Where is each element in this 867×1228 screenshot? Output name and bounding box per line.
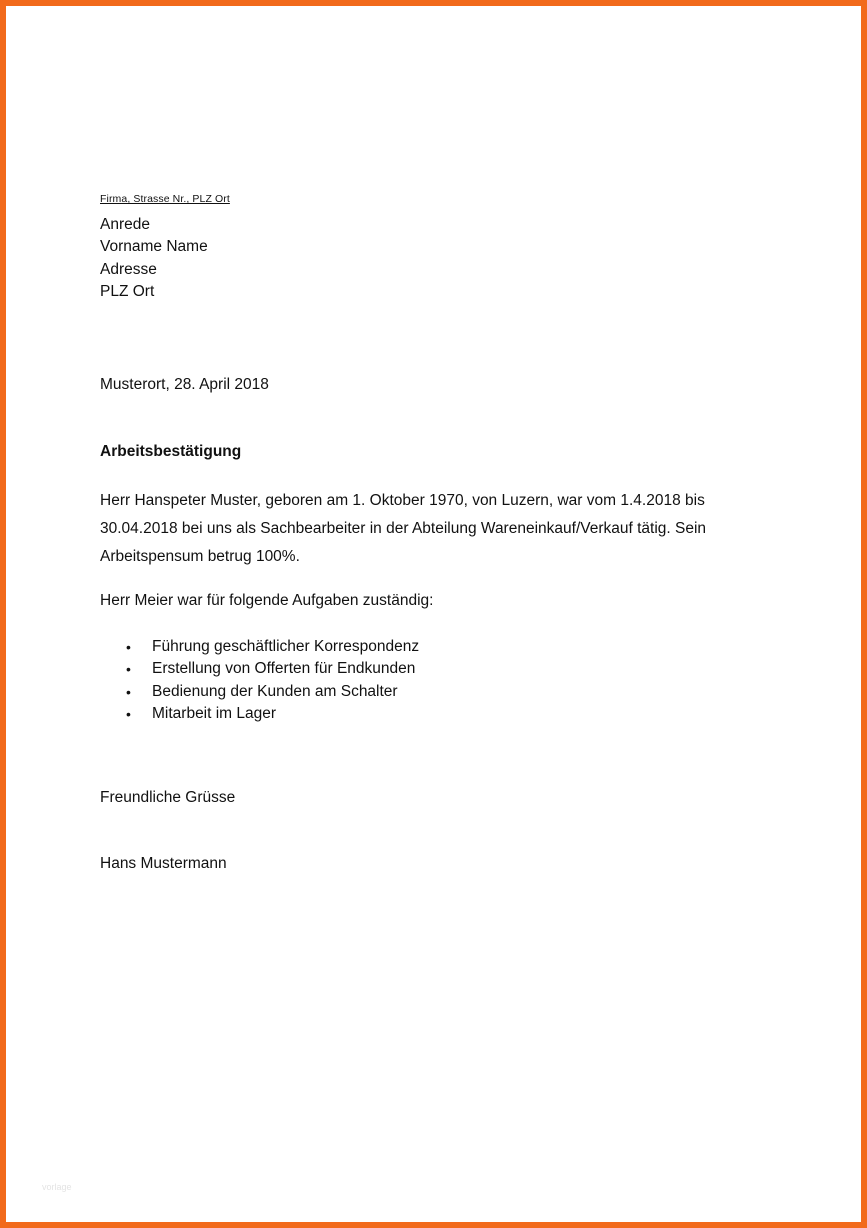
list-item <box>126 636 419 658</box>
bullet-icon: • <box>126 683 131 700</box>
bullet-icon: • <box>126 639 131 655</box>
letter-closing: Freundliche Grüsse <box>100 789 236 806</box>
sender-address-line: Firma, Strasse Nr., PLZ Ort <box>100 193 230 205</box>
list-item <box>126 703 419 725</box>
signature-name: Hans Mustermann <box>100 855 227 872</box>
duties-list <box>126 636 419 725</box>
letter-date: Musterort, 28. April 2018 <box>100 376 269 393</box>
letter-body-paragraph: Herr Hanspeter Muster, geboren am 1. Oktober 1970, von Luzern, war vom 1.4.2018 bis 30.04.2018 bei uns als Sachbearbeiter in der Abteilung Wareneinkauf/Verkauf tätig. Sein Arbeitspensum betrug 100%. <box>100 492 707 565</box>
recipient-name: Vorname Name <box>100 238 208 255</box>
watermark: vorlage <box>42 1182 72 1192</box>
duty-text: Erstellung von Offerten für Endkunden <box>152 660 416 678</box>
duty-text: Führung geschäftlicher Korrespondenz <box>152 638 420 655</box>
letter-subject: Arbeitsbestätigung <box>100 443 242 460</box>
duties-intro: Herr Meier war für folgende Aufgaben zuständig: <box>100 592 434 609</box>
bullet-icon: • <box>126 661 131 678</box>
duty-text: Bedienung der Kunden am Schalter <box>152 682 398 700</box>
recipient-address: Adresse <box>100 261 157 278</box>
list-item <box>126 681 419 703</box>
bullet-icon: • <box>126 705 131 722</box>
duty-text: Mitarbeit im Lager <box>152 704 277 722</box>
list-item <box>126 658 419 680</box>
recipient-salutation: Anrede <box>100 216 150 233</box>
recipient-city: PLZ Ort <box>100 283 155 300</box>
